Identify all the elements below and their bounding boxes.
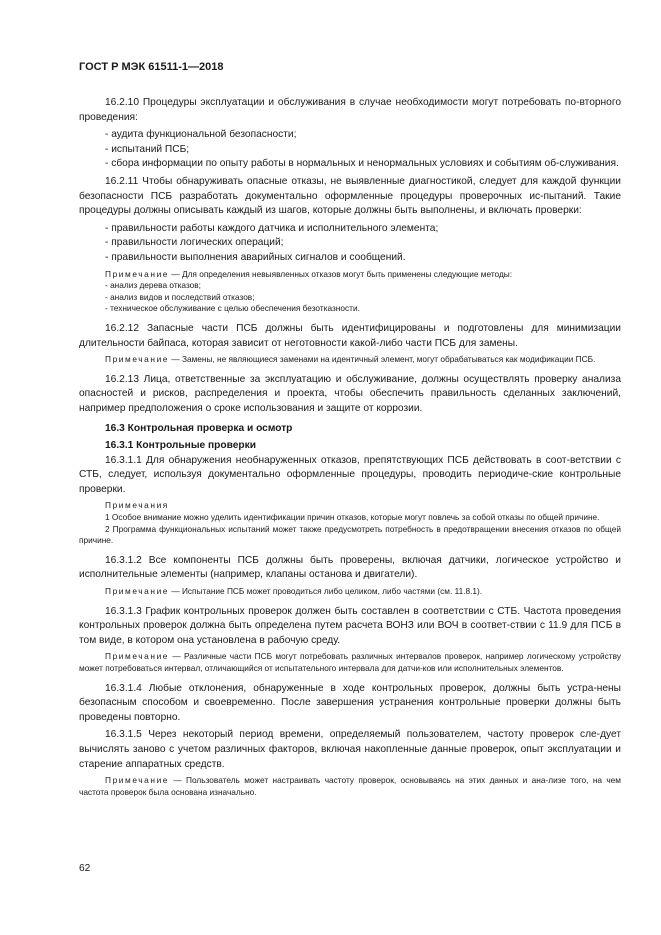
list-16-2-11 bbox=[79, 222, 621, 266]
note-list-item: - техническое обслуживание с целью обеспечения безотказности. bbox=[105, 303, 360, 314]
list-16-2-10 bbox=[79, 128, 621, 172]
paragraph-16-2-13: 16.2.13 Лица, ответственные за эксплуатацию и обслуживание, должны осуществлять проверку анализа опасностей и рисков, распределения и проекта, чтобы обеспечить правильность сделанных заключений, например предположения о сроке использования и защите от коррозии. bbox=[79, 373, 621, 414]
note-list-item: - анализ видов и последствий отказов; bbox=[105, 291, 255, 302]
list-item: - правильности выполнения аварийных сигналов и сообщений. bbox=[105, 251, 406, 263]
note-16-3-1-5 bbox=[79, 775, 621, 798]
list-item: - испытаний ПСБ; bbox=[105, 143, 190, 155]
note-16-2-12 bbox=[79, 354, 621, 366]
paragraph-16-3-1-3: 16.3.1.3 График контрольных проверок должен быть составлен в соответствии с СТБ. Частота проведения контрольных проверок должна быть определена путем расчета ВОНЗ или ВОЧ в соответ-ствии с 11.9 для ПСБ в том виде, в котором она установлена в рабочую среду. bbox=[79, 605, 621, 646]
notes-label: Примечания bbox=[105, 500, 169, 511]
note-item-1: 1 Особое внимание можно уделить идентификации причин отказов, которые могут повлечь за собой отказы по общей причине. bbox=[105, 512, 600, 523]
page-number: 62 bbox=[79, 863, 91, 874]
paragraph-16-2-11: 16.2.11 Чтобы обнаруживать опасные отказы, не выявленные диагностикой, следует для каждой функции безопасности ПСБ разработать документально оформленные процедуры проверочных ис-пытаний. Такие процедуры должны описывать каждый из шагов, которые должны быть выполнены, и включать проверки: bbox=[79, 175, 621, 217]
note-label: Примечание bbox=[105, 775, 170, 786]
note-16-3-1-2 bbox=[79, 586, 621, 598]
paragraph-16-3-1-4: 16.3.1.4 Любые отклонения, обнаруженные в ходе контрольных проверок, должны быть устра-нены безопасным способом и своевременно. После завершения устранения контрольные проверки должны быть проведены повторно. bbox=[79, 682, 621, 723]
note-list-item: - анализ дерева отказов; bbox=[105, 280, 201, 291]
note-label: Примечание bbox=[105, 268, 170, 279]
note-item-2: 2 Программа функциональных испытаний может также предусмотреть потребность в предотвращении внесения отказов по общей причине. bbox=[79, 523, 621, 546]
note-text: — Для определения невыявленных отказов могут быть применены следующие методы: bbox=[171, 268, 513, 279]
section-heading-16-3: 16.3 Контрольная проверка и осмотр bbox=[105, 423, 293, 435]
paragraph-16-3-1-5: 16.3.1.5 Через некоторый период времени, определяемый пользователем, частоту проверок сле-дует вычислять заново с учетом различных факторов, включая накопленные данные проверок, опыт эксплуатации и старение аппаратных средств. bbox=[79, 729, 621, 770]
paragraph-16-2-10: 16.2.10 Процедуры эксплуатации и обслуживания в случае необходимости могут потребовать по-вторного проведения: bbox=[79, 97, 621, 123]
section-heading-16-3-1: 16.3.1 Контрольные проверки bbox=[105, 440, 256, 452]
list-item: - аудита функциональной безопасности; bbox=[105, 129, 297, 141]
note-label: Примечание bbox=[105, 651, 170, 662]
notes-16-3-1-1 bbox=[79, 500, 621, 546]
list-item: - правильности работы каждого датчика и исполнительного элемента; bbox=[105, 222, 439, 234]
note-text: — Пользователь может настраивать частоту проверок, основываясь на этих данных и ана-лизе того, на чем частота проверок была основана изначально. bbox=[79, 775, 621, 797]
note-label: Примечание bbox=[105, 354, 170, 365]
paragraph-16-3-1-1: 16.3.1.1 Для обнаружения необнаруженных отказов, препятствующих ПСБ действовать в соот-ветствии с СТБ, следует, используя документально оформленные процедуры, проводить периодиче-ские контрольные проверки. bbox=[79, 454, 621, 495]
note-text: — Различные части ПСБ могут потребовать различных интервалов проверок, например логическому устройству может потребоваться интервал, отличающийся от испытательного интервала для датчи-ков или исполнительных элементов. bbox=[79, 651, 621, 673]
note-16-2-11 bbox=[79, 269, 621, 315]
note-text: — Испытание ПСБ может проводиться либо целиком, либо частями (см. 11.8.1). bbox=[171, 586, 483, 596]
note-16-3-1-3 bbox=[79, 651, 621, 674]
note-label: Примечание bbox=[105, 586, 170, 596]
list-item: - сбора информации по опыту работы в нормальных и ненормальных условиях и событиям об-служивания. bbox=[105, 158, 619, 170]
paragraph-16-3-1-2: 16.3.1.2 Все компоненты ПСБ должны быть проверены, включая датчики, логическое устройство и исполнительные элементы (например, клапаны останова и двигатели). bbox=[79, 554, 621, 581]
document-standard-header: ГОСТ Р МЭК 61511-1—2018 bbox=[79, 61, 224, 73]
note-text: — Замены, не являющиеся заменами на идентичный элемент, могут обрабатываться как модификации ПСБ. bbox=[171, 354, 596, 365]
list-item: - правильности логических операций; bbox=[105, 237, 284, 249]
paragraph-16-2-12: 16.2.12 Запасные части ПСБ должны быть идентифицированы и подготовлены для минимизации длительности байпаса, которая зависит от неготовности какой-либо части ПСБ для замены. bbox=[79, 322, 621, 349]
